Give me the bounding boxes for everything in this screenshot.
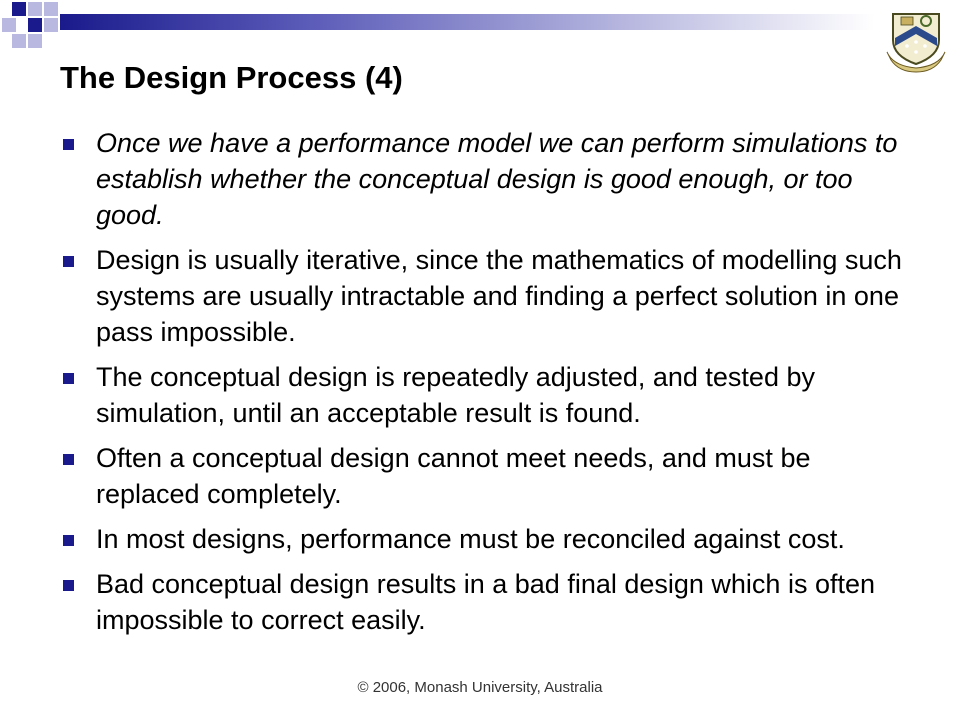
footer-copyright: © 2006, Monash University, Australia bbox=[357, 679, 603, 696]
list-item: The conceptual design is repeatedly adjusted, and tested by simulation, until an acceptable result is found. bbox=[60, 359, 920, 431]
slide-title: The Design Process (4) bbox=[60, 60, 403, 95]
bullet-square-icon bbox=[63, 454, 74, 465]
bullet-square-icon bbox=[63, 580, 74, 591]
list-item: Bad conceptual design results in a bad final design which is often impossible to correct easily. bbox=[60, 566, 920, 638]
bullet-square-icon bbox=[63, 373, 74, 384]
bullet-square-icon bbox=[63, 535, 74, 546]
bullet-list bbox=[60, 125, 920, 647]
bullet-square-icon bbox=[63, 139, 74, 150]
list-item: Often a conceptual design cannot meet needs, and must be replaced completely. bbox=[60, 440, 920, 512]
list-item: Design is usually iterative, since the mathematics of modelling such systems are usually intractable and finding a perfect solution in one pass impossible. bbox=[60, 242, 920, 350]
header-gradient-bar bbox=[60, 14, 875, 30]
bullet-square-icon bbox=[63, 256, 74, 267]
list-item: Once we have a performance model we can perform simulations to establish whether the conceptual design is good enough, or too good. bbox=[60, 125, 920, 233]
university-crest-icon bbox=[885, 8, 947, 74]
list-item: In most designs, performance must be reconciled against cost. bbox=[60, 521, 920, 557]
